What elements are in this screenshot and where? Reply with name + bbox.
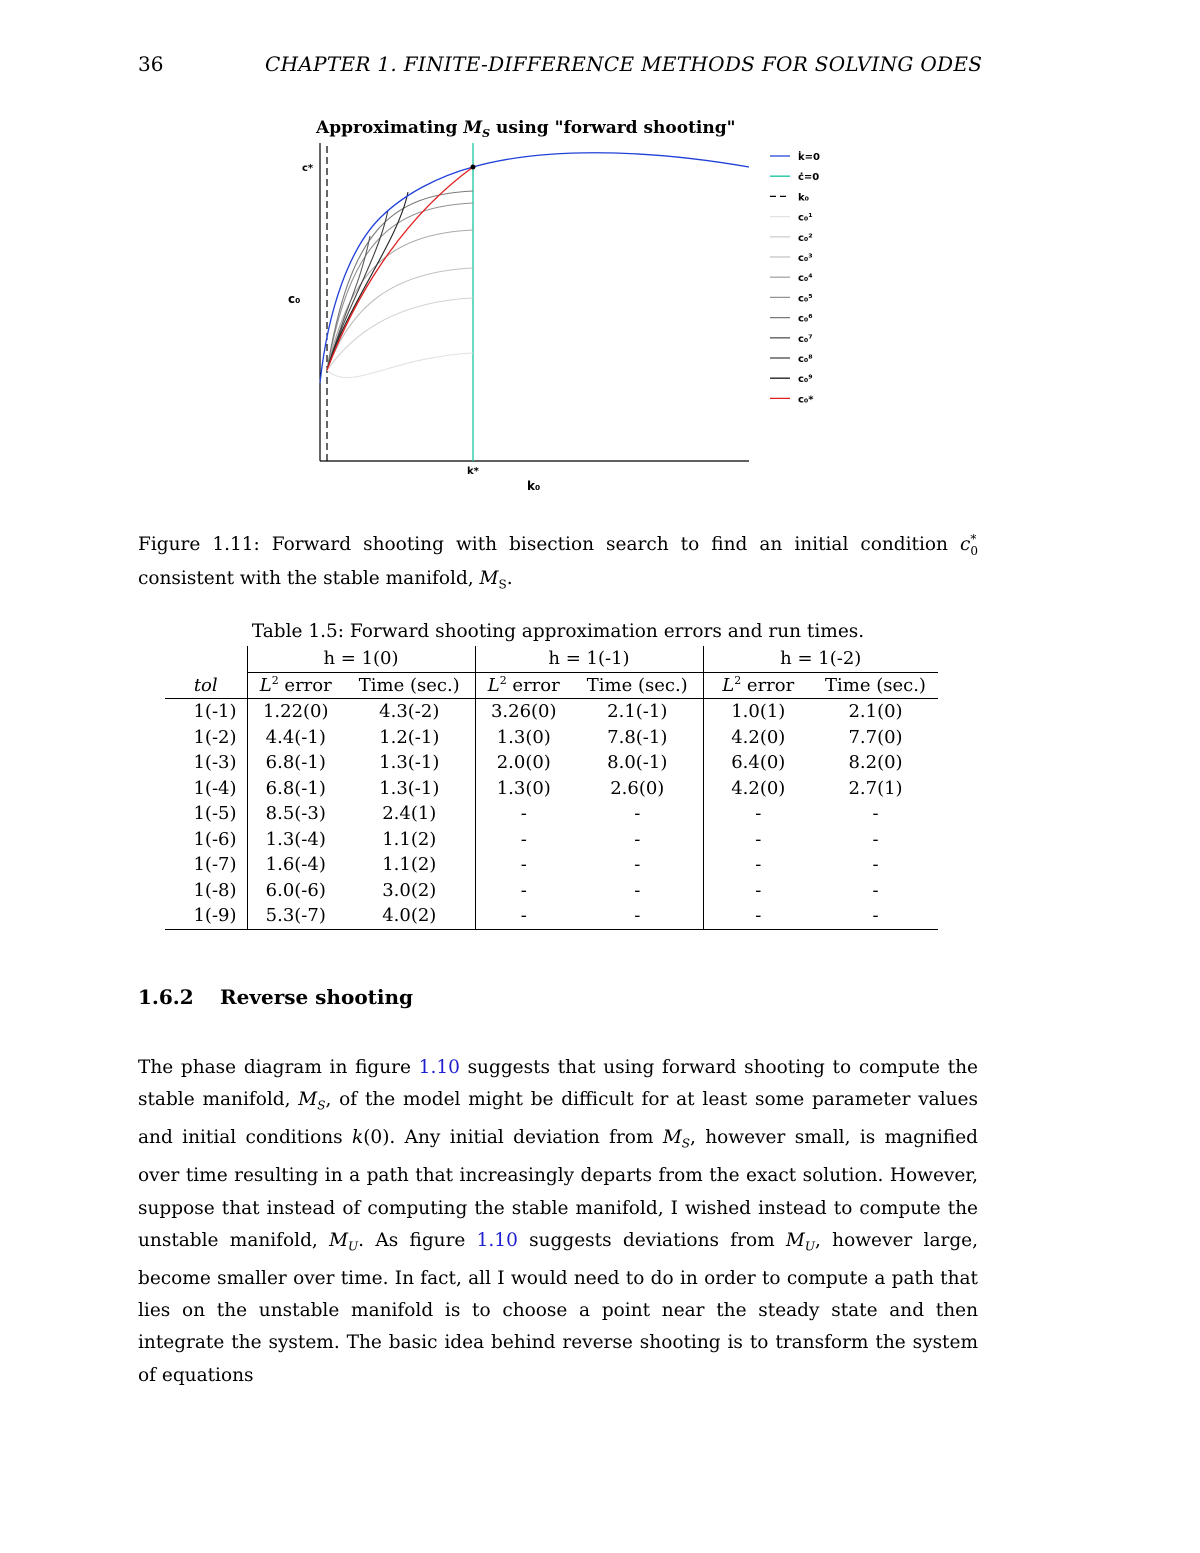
group-h-1: h = 1(-1): [475, 646, 703, 672]
group-h-2: h = 1(-2): [703, 646, 938, 672]
trial-path-c0-1: [327, 353, 473, 378]
chapter-title: CHAPTER 1. FINITE-DIFFERENCE METHODS FOR SOLVING ODES: [265, 52, 983, 76]
body-paragraph: The phase diagram in figure 1.10 suggests that using forward shooting to compute the stable manifold, $M_S$, of the model might be difficult for at least some parameter values and initial conditions k(0). Any initial deviation from $M_S$, however small, is magnified over time resulting in a path that increasingly departs from the exact solution. However, suppose that instead of computing the stable manifold, I wished instead to compute the unstable manifold, $M_U$. As figure 1.10 suggests deviations from $M_U$, however large, become smaller over time. In fact, all I would need to do in order to compute a path that lies on the unstable manifold is to choose a point near the steady state and then integrate the system. The basic idea behind reverse shooting is to transform the system of equations: [138, 1057, 978, 1386]
table-caption: Table 1.5: Forward shooting approximation errors and run times.: [251, 621, 865, 642]
table-row: 1(-4) 6.8(-1) 1.3(-1) 1.3(0) 2.6(0) 4.2(0) 2.7(1): [165, 776, 938, 802]
table-column-header: [165, 672, 938, 699]
figure-ref-link[interactable]: 1.10: [476, 1229, 518, 1251]
figure-title: Approximating $M_S$ using "forward shooting": [316, 118, 736, 140]
x-axis-label: k₀: [527, 479, 541, 493]
time-header: Time (sec.): [344, 672, 475, 699]
legend-label: c₀³: [798, 253, 813, 264]
legend-label: ċ=0: [798, 172, 820, 184]
x-tick-k-star: k*: [467, 466, 479, 477]
c0-star-path: [327, 167, 473, 370]
steady-state-point: [471, 165, 476, 170]
group-h-0: h = 1(0): [247, 646, 475, 672]
running-head: [0, 52, 1200, 80]
figure-legend: [770, 150, 820, 405]
legend-label: c₀¹: [798, 212, 813, 224]
figure-caption: Figure 1.11: Forward shooting with bisection search to find an initial condition $c^*_0$ consistent with the stable manifold, $M_S$.: [138, 532, 978, 592]
time-header: Time (sec.): [572, 672, 703, 699]
kdot-zero-curve: [320, 153, 749, 383]
legend-label: k₀: [798, 192, 810, 204]
err-header: $L^2$ error: [475, 672, 572, 699]
legend-label: k̇=0: [798, 152, 820, 163]
legend-label: c₀⁶: [798, 313, 813, 325]
y-tick-c-star: c*: [302, 163, 314, 174]
table-row: 1(-8) 6.0(-6) 3.0(2) - - - -: [165, 878, 938, 904]
tol-header: tol: [165, 672, 247, 699]
trial-path-c0-2: [327, 298, 473, 370]
figure-caption-label: Figure 1.11:: [138, 534, 272, 556]
table-row: 1(-6) 1.3(-4) 1.1(2) - - - -: [165, 827, 938, 853]
legend-label: c₀⁷: [798, 333, 813, 345]
legend-label: c₀⁴: [798, 273, 813, 285]
figure-ref-link[interactable]: 1.10: [418, 1057, 460, 1078]
page-number: 36: [138, 52, 164, 76]
err-header: $L^2$ error: [247, 672, 344, 699]
table-row: 1(-2) 4.4(-1) 1.2(-1) 1.3(0) 7.8(-1) 4.2(0) 7.7(0): [165, 725, 938, 751]
y-axis-label: c₀: [288, 292, 301, 306]
error-table: [165, 646, 938, 930]
section-number: 1.6.2: [138, 985, 194, 1009]
time-header: Time (sec.): [813, 672, 938, 699]
legend-label: c₀*: [798, 394, 814, 406]
section-heading: [138, 985, 413, 1009]
legend-label: c₀⁹: [798, 374, 813, 386]
table-row: 1(-1) 1.22(0) 4.3(-2) 3.26(0) 2.1(-1) 1.0(1) 2.1(0): [165, 699, 938, 725]
table-row: 1(-9) 5.3(-7) 4.0(2) - - - -: [165, 903, 938, 929]
legend-label: c₀²: [798, 232, 813, 244]
forward-shooting-figure: [280, 108, 880, 508]
err-header: $L^2$ error: [703, 672, 813, 699]
table-group-header: [165, 646, 938, 672]
legend-label: c₀⁸: [798, 354, 813, 365]
table-row: 1(-3) 6.8(-1) 1.3(-1) 2.0(0) 8.0(-1) 6.4(0) 8.2(0): [165, 750, 938, 776]
section-title: Reverse shooting: [220, 985, 414, 1009]
table-row: 1(-5) 8.5(-3) 2.4(1) - - - -: [165, 801, 938, 827]
table-row: 1(-7) 1.6(-4) 1.1(2) - - - -: [165, 852, 938, 878]
legend-label: c₀⁵: [798, 293, 813, 305]
